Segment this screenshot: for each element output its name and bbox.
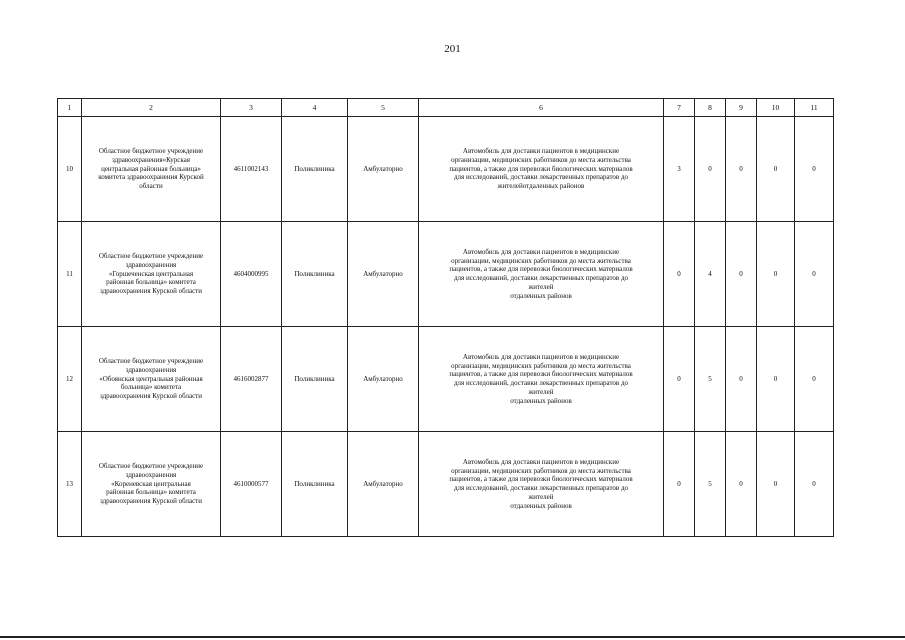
care-mode: Амбулаторно [348, 432, 419, 537]
column-header: 11 [795, 99, 834, 117]
row-number: 10 [58, 117, 82, 222]
vehicle-description: Автомобиль для доставки пациентов в медицинские организации, медицинских работников до места жительства пациентов, а также для перевозки биологических материалов для исследований, доставки лекарственных препаратов до жителей отдаленных районов [419, 327, 664, 432]
vehicle-description: Автомобиль для доставки пациентов в медицинские организации, медицинских работников до места жительства пациентов, а также для перевозки биологических материалов для исследований, доставки лекарственных препаратов до жителей отдаленных районов [419, 432, 664, 537]
vehicle-description: Автомобиль для доставки пациентов в медицинские организации, медицинских работников до места жительства пациентов, а также для перевозки биологических материалов для исследований, доставки лекарственных препаратов до жителейотдаленных районов [419, 117, 664, 222]
count-cell: 0 [757, 432, 795, 537]
care-mode: Амбулаторно [348, 222, 419, 327]
row-number: 11 [58, 222, 82, 327]
column-header: 3 [221, 99, 282, 117]
facility-type: Поликлиника [282, 222, 348, 327]
table-row [58, 432, 834, 537]
care-mode: Амбулаторно [348, 327, 419, 432]
organization-name: Областное бюджетное учреждение здравоохранения «Обоянская центральная районная больница» комитета здравоохранения Курской области [82, 327, 221, 432]
count-cell: 4 [695, 222, 726, 327]
count-cell: 0 [757, 222, 795, 327]
care-mode: Амбулаторно [348, 117, 419, 222]
count-cell: 0 [726, 117, 757, 222]
column-header: 9 [726, 99, 757, 117]
column-header: 1 [58, 99, 82, 117]
facility-type: Поликлиника [282, 117, 348, 222]
column-header: 6 [419, 99, 664, 117]
organization-name: Областное бюджетное учреждение здравоохранения «Горшеченская центральная районная больница» комитета здравоохранения Курской области [82, 222, 221, 327]
count-cell: 0 [664, 327, 695, 432]
page-number: 201 [444, 43, 461, 55]
table-row [58, 327, 834, 432]
page-bottom-rule [0, 636, 905, 638]
organization-name: Областное бюджетное учреждение здравоохранения«Курская центральная районная больница» комитета здравоохранения Курской области [82, 117, 221, 222]
facility-type: Поликлиника [282, 327, 348, 432]
column-header: 8 [695, 99, 726, 117]
count-cell: 0 [726, 432, 757, 537]
column-header: 4 [282, 99, 348, 117]
table-row [58, 117, 834, 222]
count-cell: 0 [795, 117, 834, 222]
count-cell: 0 [664, 222, 695, 327]
count-cell: 0 [757, 327, 795, 432]
count-cell: 0 [795, 222, 834, 327]
count-cell: 0 [757, 117, 795, 222]
inn-code: 4616002877 [221, 327, 282, 432]
count-cell: 3 [664, 117, 695, 222]
count-cell: 0 [664, 432, 695, 537]
count-cell: 0 [795, 432, 834, 537]
column-header: 10 [757, 99, 795, 117]
header-row [58, 99, 834, 117]
count-cell: 5 [695, 327, 726, 432]
column-header: 2 [82, 99, 221, 117]
facility-type: Поликлиника [282, 432, 348, 537]
count-cell: 5 [695, 432, 726, 537]
count-cell: 0 [726, 327, 757, 432]
inn-code: 4604000995 [221, 222, 282, 327]
organization-name: Областное бюджетное учреждение здравоохранения «Кореневская центральная районная больница» комитета здравоохранения Курской области [82, 432, 221, 537]
vehicle-description: Автомобиль для доставки пациентов в медицинские организации, медицинских работников до места жительства пациентов, а также для перевозки биологических материалов для исследований, доставки лекарственных препаратов до жителей отдаленных районов [419, 222, 664, 327]
table-row [58, 222, 834, 327]
row-number: 12 [58, 327, 82, 432]
column-header: 7 [664, 99, 695, 117]
column-header: 5 [348, 99, 419, 117]
data-table [57, 98, 834, 537]
row-number: 13 [58, 432, 82, 537]
inn-code: 4610000577 [221, 432, 282, 537]
count-cell: 0 [695, 117, 726, 222]
inn-code: 4611002143 [221, 117, 282, 222]
count-cell: 0 [795, 327, 834, 432]
count-cell: 0 [726, 222, 757, 327]
